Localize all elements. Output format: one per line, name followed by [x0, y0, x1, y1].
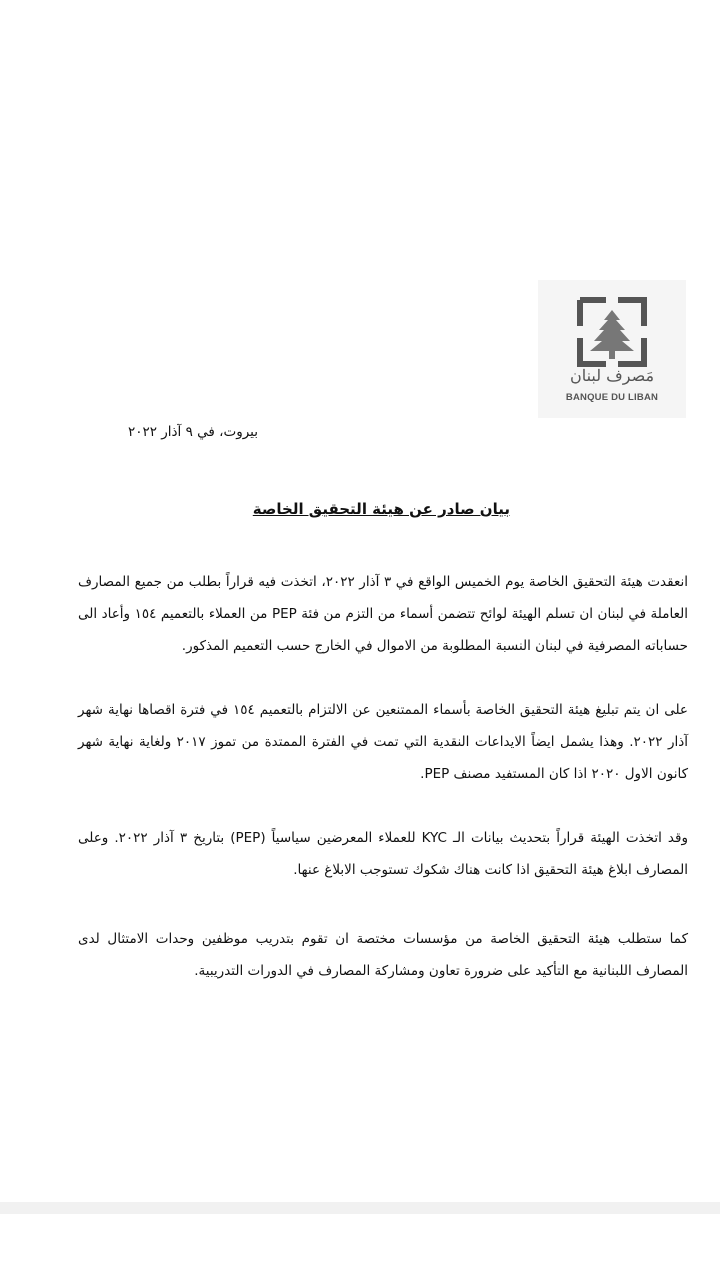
bank-logo — [538, 280, 686, 418]
paragraph-4: كما ستطلب هيئة التحقيق الخاصة من مؤسسات مختصة ان تقوم بتدريب موظفين وحدات الامتثال لدى المصارف اللبنانية مع التأكيد على ضرورة تعاون ومشاركة المصارف في الدورات التدريبية. — [78, 931, 688, 979]
document-page — [0, 162, 720, 1202]
bottom-margin — [0, 1214, 720, 1280]
document-title: بيان صادر عن هيئة التحقيق الخاصة — [252, 500, 510, 518]
cedar-tree-icon — [576, 296, 648, 368]
bank-name-arabic: مَصرف لبنان — [569, 366, 655, 385]
paragraph-1: انعقدت هيئة التحقيق الخاصة يوم الخميس الواقع في ٣ آذار ٢٠٢٢، اتخذت فيه قراراً بطلب من جميع المصارف العاملة في لبنان ان تسلم الهيئة لوائح تتضمن أسماء من التزم من فئة PEP من العملاء بالتعميم ١٥٤ وأعاد الى حساباته المصرفية في لبنان النسبة المطلوبة من الاموال في الخارج حسب التعميم المذكور. — [78, 574, 688, 654]
top-margin — [0, 0, 720, 162]
document-date: بيروت، في ٩ آذار ٢٠٢٢ — [127, 424, 258, 440]
paragraph-3: وقد اتخذت الهيئة قراراً بتحديث بيانات الـ KYC للعملاء المعرضين سياسياً (PEP) بتاريخ ٣ آذار ٢٠٢٢. وعلى المصارف ابلاغ هيئة التحقيق اذا كانت هناك شكوك تستوجب الابلاغ عنها. — [78, 830, 688, 878]
bank-name-latin: BANQUE DU LIBAN — [565, 392, 659, 403]
paragraph-2: على ان يتم تبليغ هيئة التحقيق الخاصة بأسماء الممتنعين عن الالتزام بالتعميم ١٥٤ في فترة اقصاها نهاية شهر آذار ٢٠٢٢. وهذا يشمل ايضاً الايداعات النقدية التي تمت في الفترة الممتدة من تموز ٢٠١٧ ولغاية نهاية شهر كانون الاول ٢٠٢٠ اذا كان المستفيد مصنف PEP. — [78, 702, 688, 782]
